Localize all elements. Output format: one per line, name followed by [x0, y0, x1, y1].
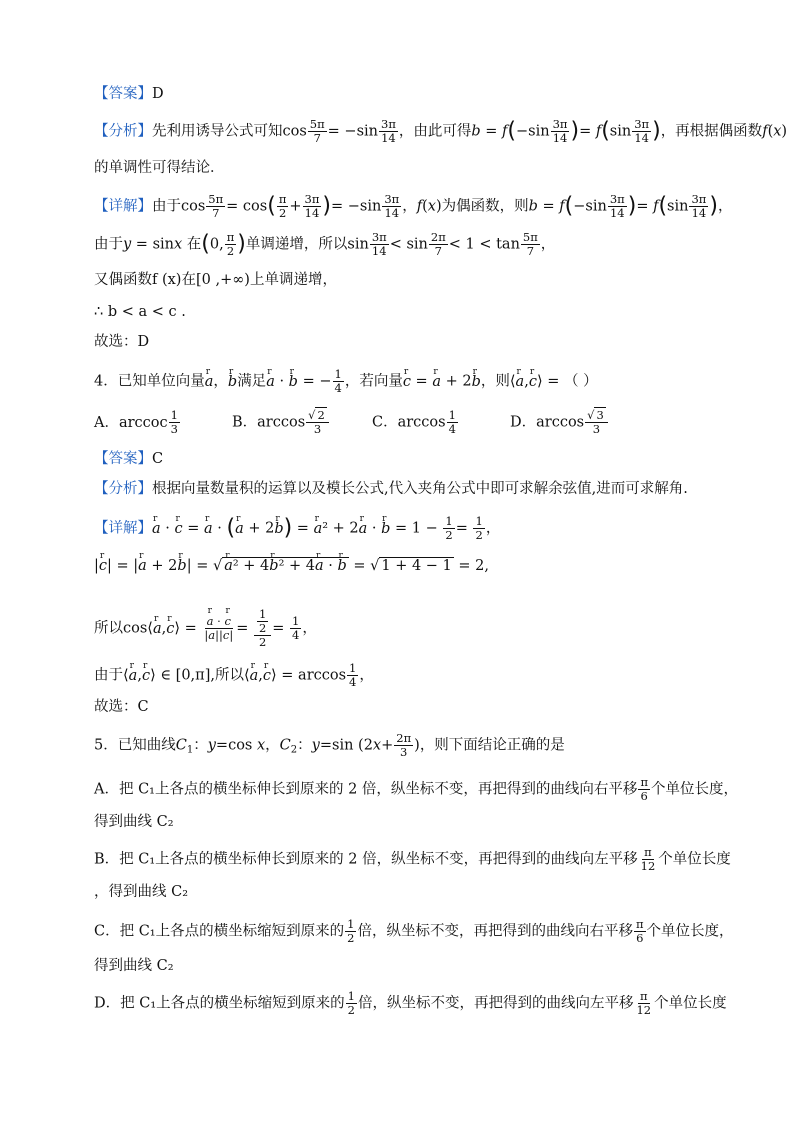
answer-tag: 【答案】 [94, 86, 152, 102]
q5-option-b[interactable]: B．把 C₁上各点的横坐标伸长到原来的 2 倍，纵坐标不变，再把得到的曲线向左平移 $\frac{\pi}{12}$ 个单位长度 [94, 845, 731, 873]
q3-analysis-line: 【分析】先利用诱导公式可知cos $\frac{5\pi}{7}$ = −sin $\frac{3\pi}{14}$ ，由此可得b = f(−sin $\frac{3\pi}{14}$ )= f(sin $\frac{3\pi}{14}$ )，再根据偶函数f(x) [94, 117, 788, 145]
q4-option-d[interactable]: D．arccos $\frac{√ 3}{3}$ [510, 409, 609, 436]
q4-option-c[interactable]: C．arccos $\frac{1}{4}$ [372, 408, 456, 436]
detail-tag: 【详解】 [94, 198, 152, 215]
q3-choose: 故选：D [94, 334, 150, 350]
q4-answer-line: 【答案】C [94, 451, 164, 467]
q4-options [94, 409, 181, 436]
answer-value: D [152, 86, 164, 102]
q5-option-d[interactable]: D．把 C₁上各点的横坐标缩短到原来的 $\frac{1}{2}$ 倍，纵坐标不变，再把得到的曲线向左平移 $\frac{\pi}{12}$ 个单位长度 [94, 989, 727, 1017]
q4-analysis-line: 【分析】根据向量数量积的运算以及模长公式,代入夹角公式中即可求解余弦值,进而可求解角. [94, 481, 688, 497]
q5-option-b-cont: ，得到曲线 C₂ [94, 884, 189, 900]
q3-even-line: 又偶函数f (x)在[0 ,+∞)上单调递增， [94, 272, 337, 288]
q5-option-a-cont: 得到曲线 C₂ [94, 814, 174, 830]
q5-option-a[interactable]: A．把 C₁上各点的横坐标伸长到原来的 2 倍，纵坐标不变，再把得到的曲线向右平移 $\frac{\pi}{6}$ 个单位长度， [94, 775, 738, 803]
q5-option-c-cont: 得到曲线 C₂ [94, 958, 174, 974]
q3-detail-line: 【详解】由于cos $\frac{5\pi}{7}$ = cos( $\frac{\pi}{2}$ + $\frac{3\pi}{14}$ )= −sin $\frac{3\pi}{14}$ ，f(x)为偶函数，则b = f(−sin $\frac{3\pi}{14}$ )= f(sin $\frac{3\pi}{14}$ )， [94, 192, 733, 220]
q4-since-line: 由于⟨r a,r c⟩ ∈ [0,π],所以⟨r a,r c⟩ = arccos $\frac{1}{4}$ ， [94, 662, 374, 689]
q4-detail-line: 【详解】r a · r c = r a · (r a + 2r b) = r a² + 2r a · r b = 1 − $\frac{1}{2}$ = $\frac{1}{2}$ ， [94, 515, 500, 542]
q3-monotone-line: 由于y = sinx 在(0, $\frac{\pi}{2}$ )单调递增，所以sin $\frac{3\pi}{14}$ < sin $\frac{2\pi}{7}$ < 1 < tan $\frac{5\pi}{7}$ ， [94, 230, 556, 258]
q4-modulus-line: |r c| = |r a + 2r b| = √r a² + 4r b² + 4r a · r b = √ 1 + 4 − 1 = 2, [94, 556, 489, 576]
q4-stem: 4．已知单位向量r a，r b满足r a · r b = − $\frac{1}{4}$ ，若向量r c = r a + 2r b，则⟨r a,r c⟩ = （ ） [94, 368, 598, 395]
q4-choose: 故选：C [94, 699, 149, 715]
q4-option-b[interactable]: B．arccos $\frac{√ 2}{3}$ [232, 409, 330, 436]
q3-conclusion: ∴ b < a < c . [94, 304, 186, 320]
q3-answer-line [94, 84, 164, 104]
q3-analysis-line2: 的单调性可得结论． [94, 160, 225, 176]
q5-option-c[interactable]: C．把 C₁上各点的横坐标缩短到原来的 $\frac{1}{2}$ 倍，纵坐标不变，再把得到的曲线向右平移 $\frac{\pi}{6}$ 个单位长度， [94, 917, 734, 945]
q5-stem: 5．已知曲线$C_1$：y=cos x，$C_2$：y=sin (2x+ $\frac{2\pi}{3}$ )，则下面结论正确的是 [94, 731, 565, 759]
q4-option-a[interactable]: A．arccoc $\frac{1}{3}$ [94, 408, 178, 436]
analysis-tag: 【分析】 [94, 123, 152, 140]
q4-cos-line: 所以cos⟨r a,r c⟩ = r $\frac{\text{a · r c}}{|a||c|}$ = $\frac{\frac{1}{2}}{2}$ = $\frac{1}{4}$ ， [94, 608, 317, 649]
